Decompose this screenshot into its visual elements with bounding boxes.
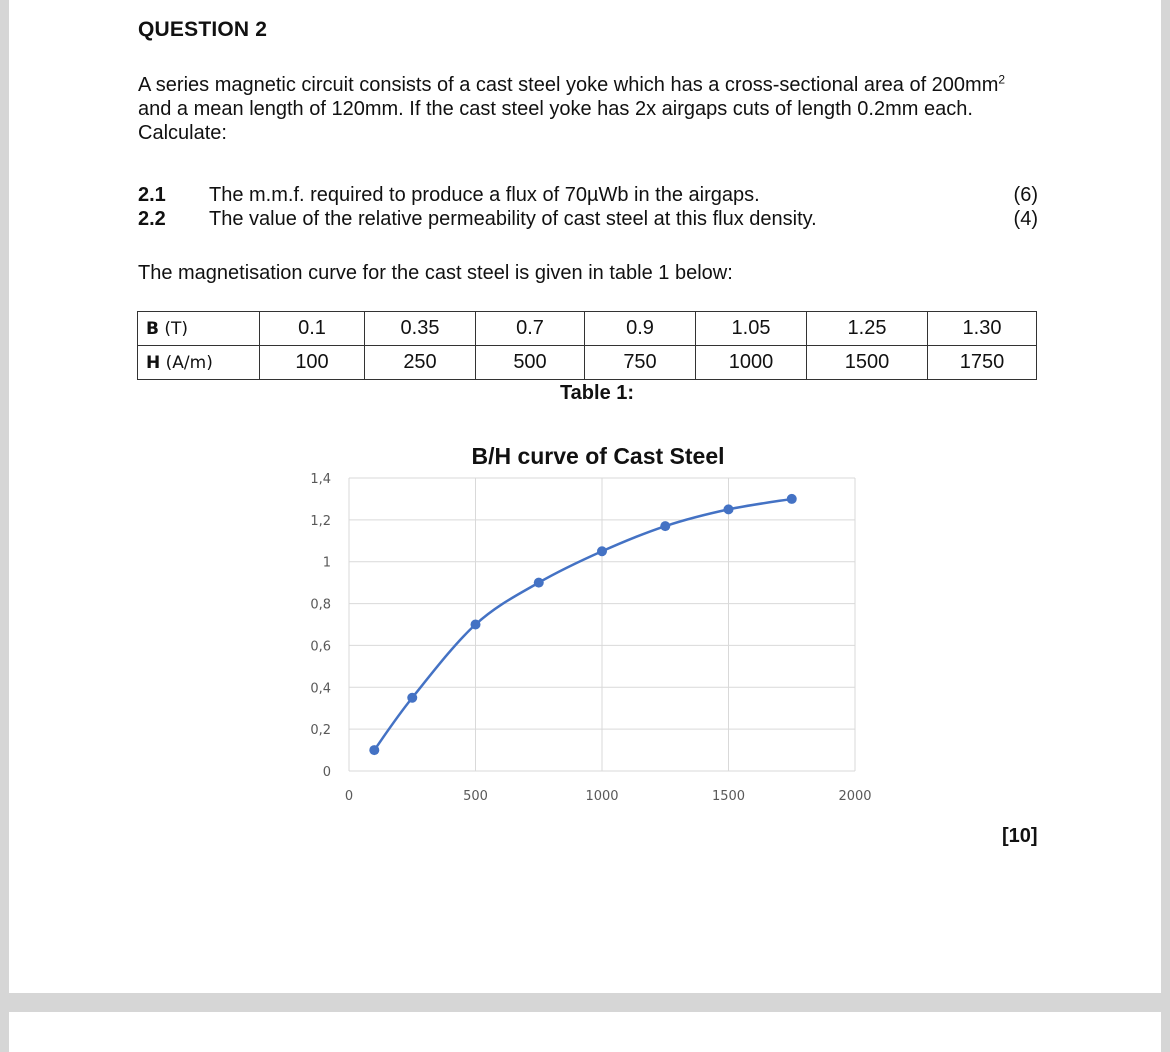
subquestion-number: 2.1: [138, 184, 166, 206]
y-tick-label: 0,4: [310, 681, 331, 697]
table-cell: 1500: [807, 346, 928, 380]
x-tick-label: 1500: [711, 789, 746, 804]
subquestion-text: The value of the relative permeability of cast steel at this flux density.: [209, 208, 817, 230]
data-point: [407, 693, 417, 703]
intro-text-b: and a mean length of 120mm. If the cast steel yoke has 2x airgaps cuts of length 0.2mm each. Calculate:: [138, 98, 973, 144]
row-header-b: B (T): [138, 312, 260, 346]
x-tick-label: 2000: [838, 789, 872, 804]
series-line: [374, 499, 791, 750]
intro-text-a: A series magnetic circuit consists of a cast steel yoke which has a cross-sectional area of 200mm: [138, 74, 999, 96]
data-point: [787, 494, 797, 504]
table-cell: 1.30: [928, 312, 1037, 346]
table-cell: 0.9: [585, 312, 696, 346]
y-tick-label: 0,8: [310, 597, 331, 613]
table-cell: 750: [585, 346, 696, 380]
row-header-h: H (A/m): [138, 346, 260, 380]
question-title: QUESTION 2: [138, 18, 268, 41]
subquestion-marks: (6): [1013, 184, 1038, 206]
y-tick-label: 1,4: [310, 472, 331, 487]
x-tick-label: 500: [463, 789, 488, 804]
table-cell: 1000: [696, 346, 807, 380]
table-cell: 100: [260, 346, 365, 380]
table-cell: 250: [365, 346, 476, 380]
y-tick-label: 0,2: [310, 723, 331, 739]
subquestion-text: The m.m.f. required to produce a flux of 70µWb in the airgaps.: [209, 184, 760, 206]
data-point: [534, 578, 544, 588]
subquestion-marks: (4): [1013, 208, 1038, 230]
data-point: [597, 546, 607, 556]
table-caption: Table 1:: [559, 382, 635, 404]
x-tick-label: 1000: [585, 789, 619, 804]
data-point: [724, 504, 734, 514]
total-marks: [10]: [1002, 825, 1038, 847]
table-intro: The magnetisation curve for the cast steel is given in table 1 below:: [138, 262, 733, 284]
y-tick-label: 0: [322, 765, 331, 780]
y-tick-label: 1: [322, 555, 331, 571]
data-point: [369, 745, 379, 755]
subquestion-number: 2.2: [138, 208, 166, 230]
data-point: [660, 521, 670, 531]
intro-superscript: 2: [998, 72, 1006, 87]
table-cell: 0.7: [476, 312, 585, 346]
data-point: [471, 620, 481, 630]
y-tick-label: 0,6: [310, 639, 331, 655]
table-cell: 0.1: [260, 312, 365, 346]
table-cell: 500: [476, 346, 585, 380]
table-cell: 1.05: [696, 312, 807, 346]
table-cell: 0.35: [365, 312, 476, 346]
x-tick-label: 0: [344, 789, 354, 804]
chart-title: B/H curve of Cast Steel: [471, 443, 725, 469]
y-tick-label: 1,2: [310, 513, 331, 529]
table-cell: 1750: [928, 346, 1037, 380]
table-cell: 1.25: [807, 312, 928, 346]
